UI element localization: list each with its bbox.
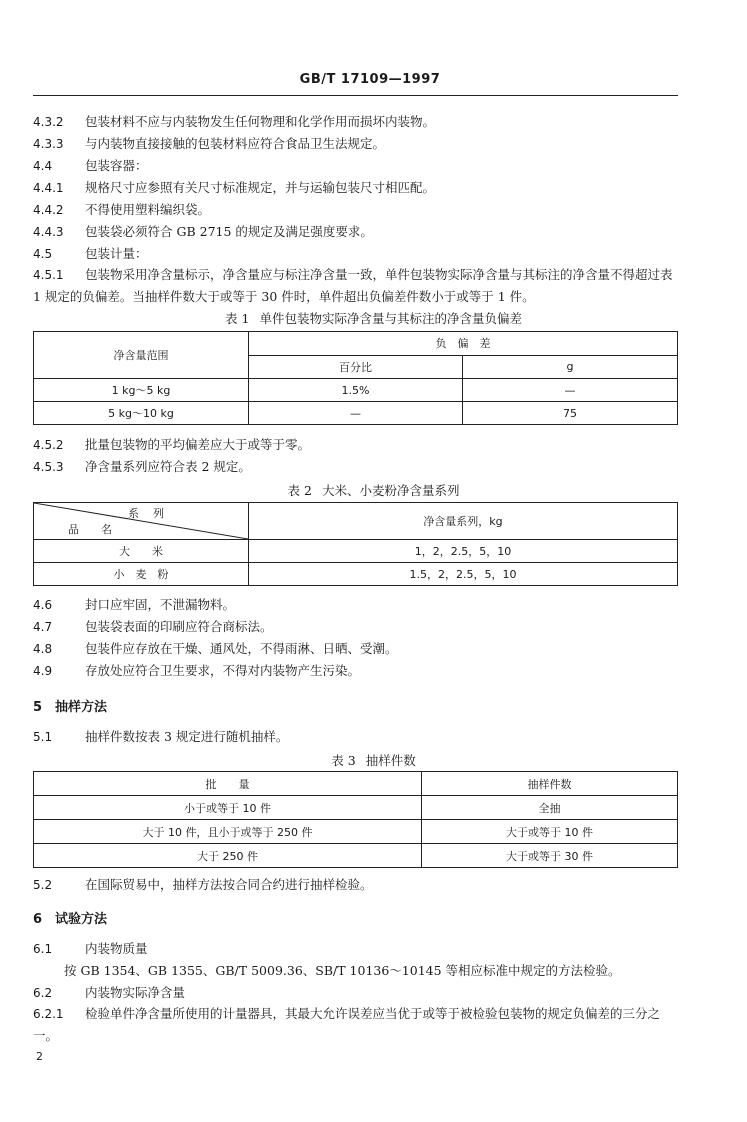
clause-line bbox=[33, 662, 681, 680]
clause-text: 包装容器： bbox=[85, 158, 148, 173]
clause-number: 4.5.2 bbox=[33, 438, 64, 452]
clause-paragraph bbox=[33, 264, 681, 307]
table-cell: 大 米 bbox=[34, 540, 249, 563]
clause-text: 批量包装物的平均偏差应大于或等于零。 bbox=[85, 437, 311, 452]
clause-line bbox=[33, 113, 681, 131]
clause-number: 4.5.3 bbox=[33, 460, 64, 474]
clause-text: 包装袋表面的印刷应符合商标法。 bbox=[85, 619, 273, 634]
table-cell: 大于 250 件 bbox=[34, 844, 422, 868]
clause-text: 不得使用塑料编织袋。 bbox=[85, 202, 211, 217]
table-cell: 1，2，2.5，5，10 bbox=[249, 540, 678, 563]
clause-text: 包装材料不应与内装物发生任何物理和化学作用而损坏内装物。 bbox=[85, 114, 436, 129]
section-title: 试验方法 bbox=[55, 912, 108, 927]
table-title: 单件包装物实际净含量与其标注的净含量负偏差 bbox=[259, 311, 522, 326]
clause-line bbox=[33, 876, 681, 894]
diagonal-bottom-label: 品名 bbox=[68, 523, 134, 536]
clause-text: 与内装物直接接触的包装材料应符合食品卫生法规定。 bbox=[85, 136, 386, 151]
table3-caption bbox=[0, 751, 747, 769]
table1-caption bbox=[0, 309, 747, 327]
clause-line bbox=[33, 984, 681, 1002]
table-header-cell: 批 量 bbox=[34, 772, 422, 796]
clause-text: 包装件应存放在干燥、通风处，不得雨淋、日晒、受潮。 bbox=[85, 641, 398, 656]
table-cell: 全抽 bbox=[422, 796, 678, 820]
table-title: 大米、小麦粉净含量系列 bbox=[321, 483, 460, 498]
clause-line bbox=[33, 640, 681, 658]
table-cell: 大于或等于 10 件 bbox=[422, 820, 678, 844]
table-cell: — bbox=[249, 402, 463, 425]
clause-paragraph bbox=[33, 1003, 681, 1046]
table-title: 抽样件数 bbox=[365, 753, 416, 768]
clause-line bbox=[33, 596, 681, 614]
clause-number: 6.2.1 bbox=[33, 1007, 64, 1021]
clause-line bbox=[33, 458, 681, 476]
table-row bbox=[34, 402, 678, 425]
clause-text: 包装物采用净含量标示，净含量应与标注净含量一致，单件包装物实际净含量与其标注的净含量不得超过表 1 规定的负偏差。当抽样件数大于或等于 30 件时，单件超出负偏差件数小于或等于 1 件。 bbox=[33, 267, 673, 304]
page-number: 2 bbox=[36, 1050, 43, 1063]
table3 bbox=[33, 771, 678, 868]
clause-number: 4.3.3 bbox=[33, 137, 64, 151]
clause-text: 规格尺寸应参照有关尺寸标准规定，并与运输包装尺寸相匹配。 bbox=[85, 180, 436, 195]
clause-number: 6.2 bbox=[33, 986, 53, 1000]
table-header-cell: 净含量范围 bbox=[34, 332, 249, 379]
clause-text: 存放处应符合卫生要求，不得对内装物产生污染。 bbox=[85, 663, 361, 678]
table-number: 表 2 bbox=[287, 483, 312, 498]
table-cell: 1.5，2，2.5，5，10 bbox=[249, 563, 678, 586]
clause-number: 4.9 bbox=[33, 664, 53, 678]
clause-text: 封口应牢固，不泄漏物料。 bbox=[85, 597, 236, 612]
diagonal-top-label: 系列 bbox=[128, 507, 178, 520]
table-number: 表 3 bbox=[331, 753, 356, 768]
clause-text: 净含量系列应符合表 2 规定。 bbox=[85, 459, 251, 474]
table-cell: 1.5% bbox=[249, 379, 463, 402]
table1 bbox=[33, 331, 678, 425]
section-number: 6 bbox=[33, 912, 43, 927]
clause-number: 4.3.2 bbox=[33, 115, 64, 129]
clause-number: 4.4 bbox=[33, 159, 53, 173]
clause-text: 按 GB 1354、GB 1355、GB/T 5009.36、SB/T 10136～10145 等相应标准中规定的方法检验。 bbox=[64, 963, 621, 978]
clause-line bbox=[33, 157, 681, 175]
clause-body-line bbox=[64, 962, 684, 980]
table-row bbox=[34, 563, 678, 586]
table2-caption bbox=[0, 481, 747, 499]
clause-line bbox=[33, 436, 681, 454]
clause-line bbox=[33, 618, 681, 636]
table-cell: 大于或等于 30 件 bbox=[422, 844, 678, 868]
clause-text: 在国际贸易中，抽样方法按合同合约进行抽样检验。 bbox=[85, 877, 373, 892]
clause-line bbox=[33, 201, 681, 219]
clause-text: 内装物实际净含量 bbox=[85, 985, 186, 1000]
clause-number: 5.1 bbox=[33, 730, 53, 744]
table2 bbox=[33, 502, 678, 586]
table-row bbox=[34, 820, 678, 844]
clause-line bbox=[33, 728, 681, 746]
clause-line bbox=[33, 245, 681, 263]
section-title: 抽样方法 bbox=[55, 700, 108, 715]
clause-number: 4.6 bbox=[33, 598, 53, 612]
clause-text: 检验单件净含量所使用的计量器具，其最大允许误差应当优于或等于被检验包装物的规定负偏差的三分之一。 bbox=[33, 1006, 661, 1043]
table-row bbox=[34, 844, 678, 868]
clause-number: 5.2 bbox=[33, 878, 53, 892]
clause-number: 4.5 bbox=[33, 247, 53, 261]
clause-text: 抽样件数按表 3 规定进行随机抽样。 bbox=[85, 729, 289, 744]
table-row bbox=[34, 379, 678, 402]
table-number: 表 1 bbox=[225, 311, 250, 326]
table-cell: 小于或等于 10 件 bbox=[34, 796, 422, 820]
clause-number: 4.4.2 bbox=[33, 203, 64, 217]
clause-number: 6.1 bbox=[33, 942, 53, 956]
section-heading bbox=[33, 908, 107, 927]
table-header-cell: 百分比 bbox=[249, 355, 463, 379]
table-cell: 小 麦 粉 bbox=[34, 563, 249, 586]
table-row bbox=[34, 540, 678, 563]
table-header-cell: 负 偏 差 bbox=[249, 332, 678, 356]
clause-line bbox=[33, 179, 681, 197]
table-cell: 1 kg～5 kg bbox=[34, 379, 249, 402]
section-heading bbox=[33, 696, 107, 715]
table-cell: — bbox=[463, 379, 678, 402]
standard-number-header: GB/T 17109—1997 bbox=[299, 72, 441, 87]
clause-number: 4.8 bbox=[33, 642, 53, 656]
section-number: 5 bbox=[33, 700, 43, 715]
clause-line bbox=[33, 135, 681, 153]
table-cell: 75 bbox=[463, 402, 678, 425]
table-cell: 5 kg～10 kg bbox=[34, 402, 249, 425]
table-header-cell: 净含量系列，kg bbox=[249, 503, 678, 540]
clause-line bbox=[33, 940, 681, 958]
clause-text: 内装物质量 bbox=[85, 941, 148, 956]
table-cell: 大于 10 件，且小于或等于 250 件 bbox=[34, 820, 422, 844]
clause-number: 4.4.1 bbox=[33, 181, 64, 195]
header-rule bbox=[33, 95, 678, 96]
table-header-cell: 抽样件数 bbox=[422, 772, 678, 796]
clause-number: 4.4.3 bbox=[33, 225, 64, 239]
clause-number: 4.7 bbox=[33, 620, 53, 634]
clause-text: 包装袋必须符合 GB 2715 的规定及满足强度要求。 bbox=[85, 224, 373, 239]
table-row bbox=[34, 796, 678, 820]
table-header-cell: g bbox=[463, 355, 678, 379]
clause-number: 4.5.1 bbox=[33, 268, 64, 282]
table-diagonal-header bbox=[34, 503, 249, 540]
clause-text: 包装计量： bbox=[85, 246, 148, 261]
clause-line bbox=[33, 223, 681, 241]
